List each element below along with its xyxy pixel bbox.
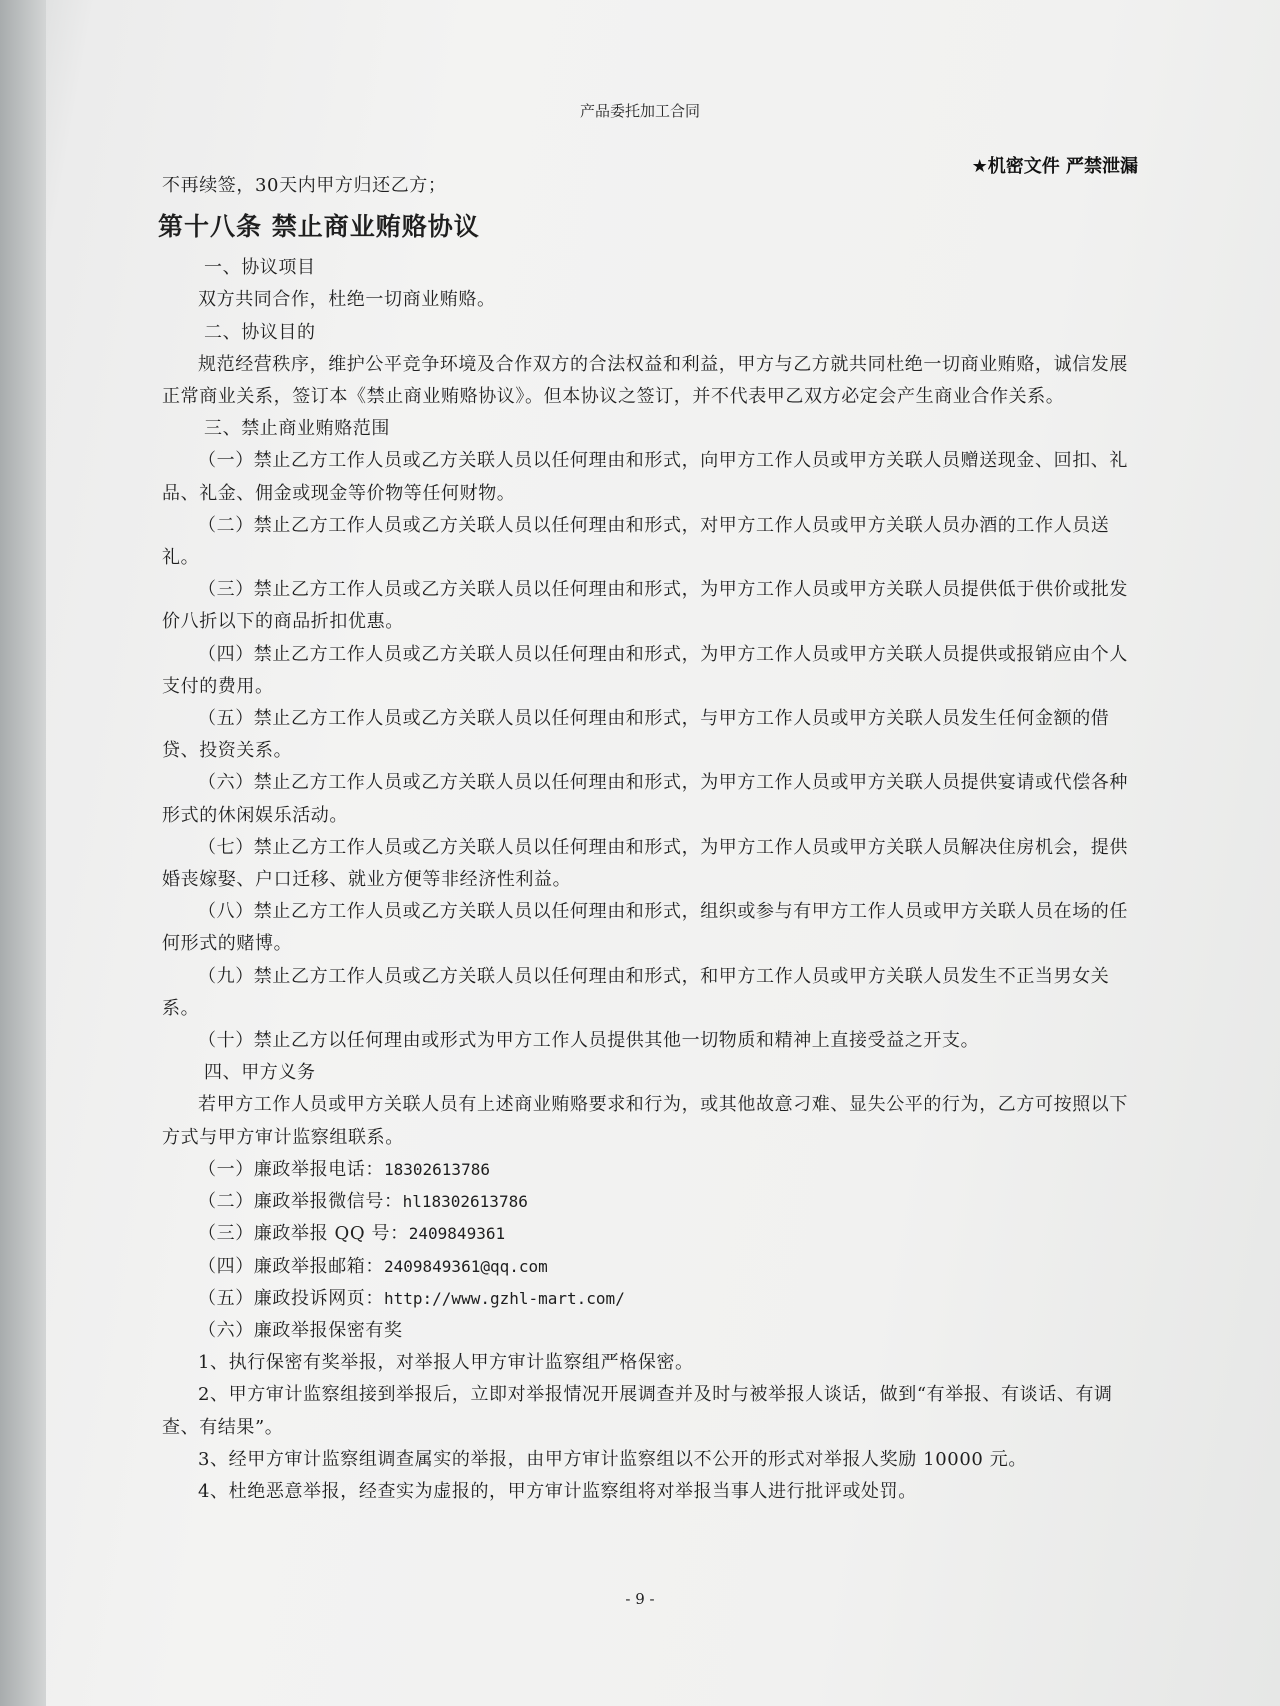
article-heading: 第十八条 禁止商业贿赂协议 [158,212,480,242]
list-item: （六）禁止乙方工作人员或乙方关联人员以任何理由和形式，为甲方工作人员或甲方关联人员提供宴请或代偿各种形式的休闲娱乐活动。 [162,772,1128,826]
list-item: （九）禁止乙方工作人员或乙方关联人员以任何理由和形式，和甲方工作人员或甲方关联人员发生不正当男女关系。 [162,965,1110,1019]
contact-line [162,1251,1142,1283]
section-title: 三、禁止商业贿赂范围 [204,418,390,440]
section-title: 二、协议目的 [204,321,316,343]
reward-title: （六）廉政举报保密有奖 [198,1319,403,1341]
list-item: （二）禁止乙方工作人员或乙方关联人员以任何理由和形式，对甲方工作人员或甲方关联人员办酒的工作人员送礼。 [162,514,1110,569]
reward-item: 2、甲方审计监察组接到举报后，立即对举报情况开展调查并及时与被举报人谈话，做到“有举报、有谈话、有调查、有结果”。 [162,1384,1113,1438]
contact-line [162,1218,1142,1250]
paragraph: 若甲方工作人员或甲方关联人员有上述商业贿赂要求和行为，或其他故意刁难、显失公平的行为，乙方可按照以下方式与甲方审计监察组联系。 [162,1094,1128,1148]
reward-item: 3、经甲方审计监察组调查属实的举报，由甲方审计监察组以不公开的形式对举报人奖励 10000 元。 [198,1448,1027,1470]
reward-item: 1、执行保密有奖举报，对举报人甲方审计监察组严格保密。 [198,1352,694,1374]
list-item: （八）禁止乙方工作人员或乙方关联人员以任何理由和形式，组织或参与有甲方工作人员或甲方关联人员在场的任何形式的赌博。 [162,901,1128,955]
contact-line [162,1186,1142,1218]
contact-line [162,1283,1142,1315]
confidential-mark: ★机密文件 严禁泄漏 [971,156,1138,177]
list-item: （一）禁止乙方工作人员或乙方关联人员以任何理由和形式，向甲方工作人员或甲方关联人员赠送现金、回扣、礼品、礼金、佣金或现金等价物等任何财物。 [162,450,1128,504]
contact-website: http://www.gzhl-mart.com/ [384,1288,625,1308]
section-title: 四、甲方义务 [204,1062,316,1084]
contact-line [162,1154,1142,1186]
paragraph: 规范经营秩序，维护公平竞争环境及合作双方的合法权益和利益，甲方与乙方就共同杜绝一切商业贿赂，诚信发展正常商业关系，签订本《禁止商业贿赂协议》。但本协议之签订，并不代表甲乙双方必定会产生商业合作关系。 [162,353,1128,408]
paragraph: 双方共同合作，杜绝一切商业贿赂。 [198,289,496,311]
list-item: （十）禁止乙方以任何理由或形式为甲方工作人员提供其他一切物质和精神上直接受益之开支。 [198,1030,980,1052]
list-item: （七）禁止乙方工作人员或乙方关联人员以任何理由和形式，为甲方工作人员或甲方关联人员解决住房机会，提供婚丧嫁娶、户口迁移、就业方便等非经济性利益。 [162,836,1128,891]
contact-phone: 18302613786 [384,1159,490,1179]
document-header-title: 产品委托加工合同 [579,102,700,120]
page-number: - 9 - [625,1590,655,1608]
list-item: （三）禁止乙方工作人员或乙方关联人员以任何理由和形式，为甲方工作人员或甲方关联人员提供低于供价或批发价八折以下的商品折扣优惠。 [162,579,1128,633]
binding-shadow [0,0,46,1706]
continuation-text: 不再续签，30天内甲方归还乙方； [162,175,447,196]
section-title: 一、协议项目 [204,257,316,279]
reward-item: 4、杜绝恶意举报，经查实为虚报的，甲方审计监察组将对举报当事人进行批评或处罚。 [198,1480,917,1502]
contact-wechat: hl18302613786 [402,1192,528,1212]
contact-label: （三）廉政举报 QQ 号： [198,1223,409,1245]
contact-label: （一）廉政举报电话： [198,1158,384,1180]
list-item: （五）禁止乙方工作人员或乙方关联人员以任何理由和形式，与甲方工作人员或甲方关联人员发生任何金额的借贷、投资关系。 [162,708,1110,762]
list-item: （四）禁止乙方工作人员或乙方关联人员以任何理由和形式，为甲方工作人员或甲方关联人员提供或报销应由个人支付的费用。 [162,643,1128,697]
contact-label: （四）廉政举报邮箱： [198,1255,384,1277]
document-body [158,170,1142,1508]
contact-label: （五）廉政投诉网页： [198,1287,384,1309]
contact-qq: 2409849361 [408,1224,506,1244]
contact-email: 2409849361@qq.com [384,1256,548,1276]
contact-label: （二）廉政举报微信号： [198,1191,403,1213]
